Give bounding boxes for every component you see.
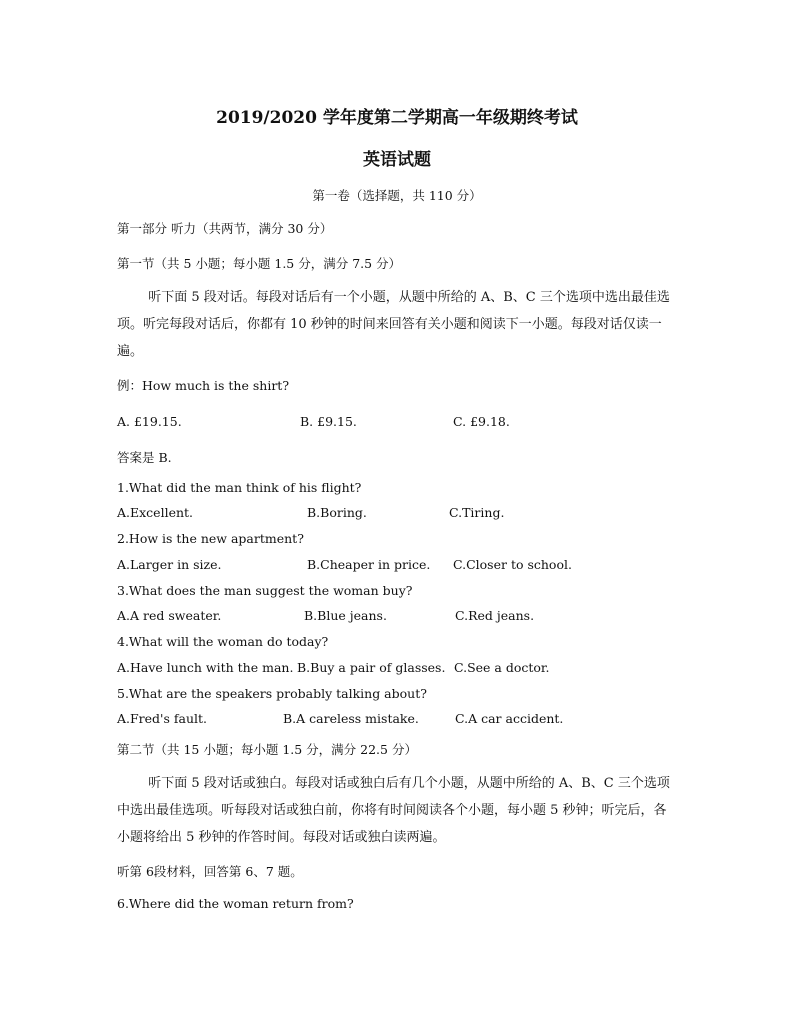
question-5: 5.What are the speakers probably talking about? bbox=[117, 686, 427, 701]
section1-instructions: 听下面 5 段对话。每段对话后有一个小题，从题中所给的 A、B、C 三个选项中选出最佳选项。听完每段对话后，你都有 10 秒钟的时间来回答有关小题和阅读下一小题。每段对话仅读一遍。 bbox=[117, 290, 670, 359]
question-2-option-c: C.Closer to school. bbox=[453, 557, 572, 572]
question-1-option-b: B.Boring. bbox=[307, 505, 367, 520]
question-4: 4.What will the woman do today? bbox=[117, 634, 329, 649]
question-3-option-a: A.A red sweater. bbox=[117, 608, 222, 623]
example-answer: 答案是 B. bbox=[117, 450, 172, 465]
example-question: 例：How much is the shirt? bbox=[117, 378, 290, 393]
exam-title: 2019/2020 学年度第二学期高一年级期终考试 bbox=[216, 108, 578, 128]
question-3: 3.What does the man suggest the woman buy? bbox=[117, 583, 413, 598]
volume-heading: 第一卷（选择题，共 110 分） bbox=[312, 188, 482, 203]
question-4-option-b: B.Buy a pair of glasses. bbox=[297, 660, 446, 675]
question-1-option-c: C.Tiring. bbox=[449, 505, 505, 520]
material-6-heading: 听第 6段材料，回答第 6、7 题。 bbox=[117, 864, 303, 879]
exam-subtitle: 英语试题 bbox=[363, 150, 431, 170]
question-5-option-c: C.A car accident. bbox=[455, 711, 564, 726]
example-option-a: A. £19.15. bbox=[117, 414, 182, 429]
question-6: 6.Where did the woman return from? bbox=[117, 896, 354, 911]
question-5-option-a: A.Fred's fault. bbox=[117, 711, 207, 726]
question-2-option-b: B.Cheaper in price. bbox=[307, 557, 431, 572]
question-5-option-b: B.A careless mistake. bbox=[283, 711, 419, 726]
section1-heading: 第一节（共 5 小题；每小题 1.5 分，满分 7.5 分） bbox=[117, 256, 402, 271]
section2-heading: 第二节（共 15 小题；每小题 1.5 分，满分 22.5 分） bbox=[117, 742, 417, 757]
question-4-option-a: A.Have lunch with the man. bbox=[117, 660, 294, 675]
question-1-option-a: A.Excellent. bbox=[117, 505, 194, 520]
example-option-b: B. £9.15. bbox=[300, 414, 357, 429]
part1-heading: 第一部分 听力（共两节，满分 30 分） bbox=[117, 221, 333, 236]
question-2-option-a: A.Larger in size. bbox=[117, 557, 222, 572]
question-2: 2.How is the new apartment? bbox=[117, 531, 304, 546]
question-3-option-c: C.Red jeans. bbox=[455, 608, 535, 623]
section2-instructions: 听下面 5 段对话或独白。每段对话或独白后有几个小题，从题中所给的 A、B、C 三个选项中选出最佳选项。听每段对话或独白前，你将有时间阅读各个小题，每小题 5 秒钟；听完后，各小题将给出 5 秒钟的作答时间。每段对话或独白读两遍。 bbox=[117, 776, 670, 845]
question-1: 1.What did the man think of his flight? bbox=[117, 480, 362, 495]
question-4-option-c: C.See a doctor. bbox=[454, 660, 550, 675]
question-3-option-b: B.Blue jeans. bbox=[304, 608, 387, 623]
example-option-c: C. £9.18. bbox=[453, 414, 510, 429]
